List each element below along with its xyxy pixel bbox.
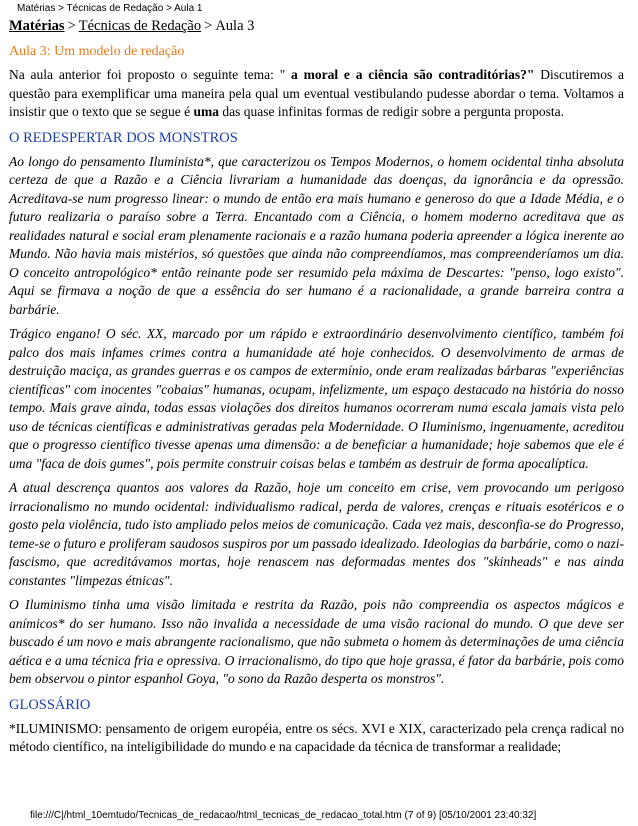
breadcrumb-separator: > (67, 18, 76, 34)
breadcrumb-link-tecnicas[interactable]: Técnicas de Redação (78, 18, 202, 34)
essay-title: O REDESPERTAR DOS MONSTROS (9, 129, 238, 146)
breadcrumb-current: Aula 3 (215, 18, 255, 34)
essay-paragraph: A atual descrença quantos aos valores da Razão, hoje um conceito em crise, vem provocando um perigoso irracionalismo no mundo ocidental: individualismo radical, perda de valores, crenças e rituais esotéricos e o gosto pela violência, tudo isto ampliado pelos meios de comunicação. Cada vez mais, desconfia-se do Progresso, teme-se o futuro e proliferam saudosos suspiros por um passado idealizado. Ideologias da barbárie, como o nazi-fascismo, que acreditávamos mortas, hoje renascem nas deformadas mentes dos "skinheads" e nas ainda constantes "limpezas étnicas". (9, 480, 624, 588)
intro-text-1: Na aula anterior foi proposto o seguinte tema: " (9, 67, 292, 82)
glossary-title: GLOSSÁRIO (9, 696, 91, 713)
intro-text-2: Discutiremos a questão para exemplificar uma maneira pela qual um eventual vestibulando pudesse abordar o tema. Voltamos a insistir que o texto que se segue é (9, 67, 625, 119)
intro-text-3: das quase infinitas formas de redigir sobre a pergunta proposta. (218, 104, 565, 119)
lesson-title: Aula 3: Um modelo de redação (9, 44, 185, 59)
essay-paragraph: Ao longo do pensamento Iluminista*, que caracterizou os Tempos Modernos, o homem ocidental tinha absoluta certeza de que a Razão e a Ciência livrariam a humanidade das doenças, da ignorância e da opressão. Acreditava-se num progresso linear: o mundo de então era mais humano e generoso do que a Idade Média, e o futuro realizaria o paraíso sobre a Terra. Encantado com a Ciência, o homem moderno acreditava que as realidades natural e social eram plenamente racionais e a razão humana poderia apreender a lógica inerente ao Mundo. Não havia mais mistérios, só questões que ainda não compreendíamos, mas compreenderíamos um dia. O conceito antropológico* então reinante pode ser resumido pela máxima de Descartes: "penso, logo existo". Aqui se firmava a noção de que a essência do ser humano é a racionalidade, a grande barreira contra a barbárie. (9, 153, 624, 317)
breadcrumb-separator: > (204, 18, 213, 34)
intro-theme: a moral e a ciência são contraditórias?" (291, 67, 535, 82)
intro-paragraph (9, 66, 624, 122)
print-footer: file:///C|/html_10emtudo/Tecnicas_de_redacao/html_tecnicas_de_redacao_total.htm (7 of 9) [05/10/2001 23:40:32] (30, 810, 537, 821)
breadcrumb-link-materias[interactable]: Matérias (9, 18, 65, 34)
essay-paragraph: Trágico engano! O séc. XX, marcado por um rápido e extraordinário desenvolvimento científico, também foi palco dos mais infames crimes contra a humanidade até hoje conhecidos. O desenvolvimento de armas de destruição maciça, as grandes guerras e os campos de extermínio, onde eram realizadas bárbaras "experiências científicas" com inocentes "cobaias" humanas, ocupam, infelizmente, um espaço destacado na história do nosso tempo. Mais grave ainda, todas essas violações dos direitos humanos ocorreram numa escala jamais vista pelo uso de técnicas científicas e administrativas geradas pela Modernidade. O Iluminismo, ingenuamente, acreditou que o progresso científico tivesse apenas uma dimensão: a de beneficiar a humanidade; hoje sabemos que ele é uma "faca de dois gumes", pois permite construir coisas belas e também as destruir de forma apocalíptica. (9, 326, 624, 471)
print-header: Matérias > Técnicas de Redação > Aula 1 (17, 3, 203, 14)
page-content (9, 16, 624, 763)
intro-emphasis: uma (193, 104, 219, 119)
glossary-entry: *ILUMINISMO: pensamento de origem européia, entre os sécs. XVI e XIX, caracterizado pela crença radical no método científico, na inteligibilidade do mundo e na capacidade da técnica de transformar a realidade; (9, 720, 624, 754)
essay-paragraph: O Iluminismo tinha uma visão limitada e restrita da Razão, pois não compreendia os aspectos mágicos e anímicos* do ser humano. Isso não invalida a necessidade de uma visão racional do mundo. O que deve ser buscado é um novo e mais abrangente racionalismo, que não submeta o homem às determinações de uma ciência aética e a uma técnica fria e opressiva. O irracionalismo, do tipo que hoje grassa, é fator da barbárie, pois como bem observou o pintor espanhol Goya, "o sono da Razão desperta os monstros". (9, 597, 624, 686)
breadcrumb (9, 16, 624, 36)
